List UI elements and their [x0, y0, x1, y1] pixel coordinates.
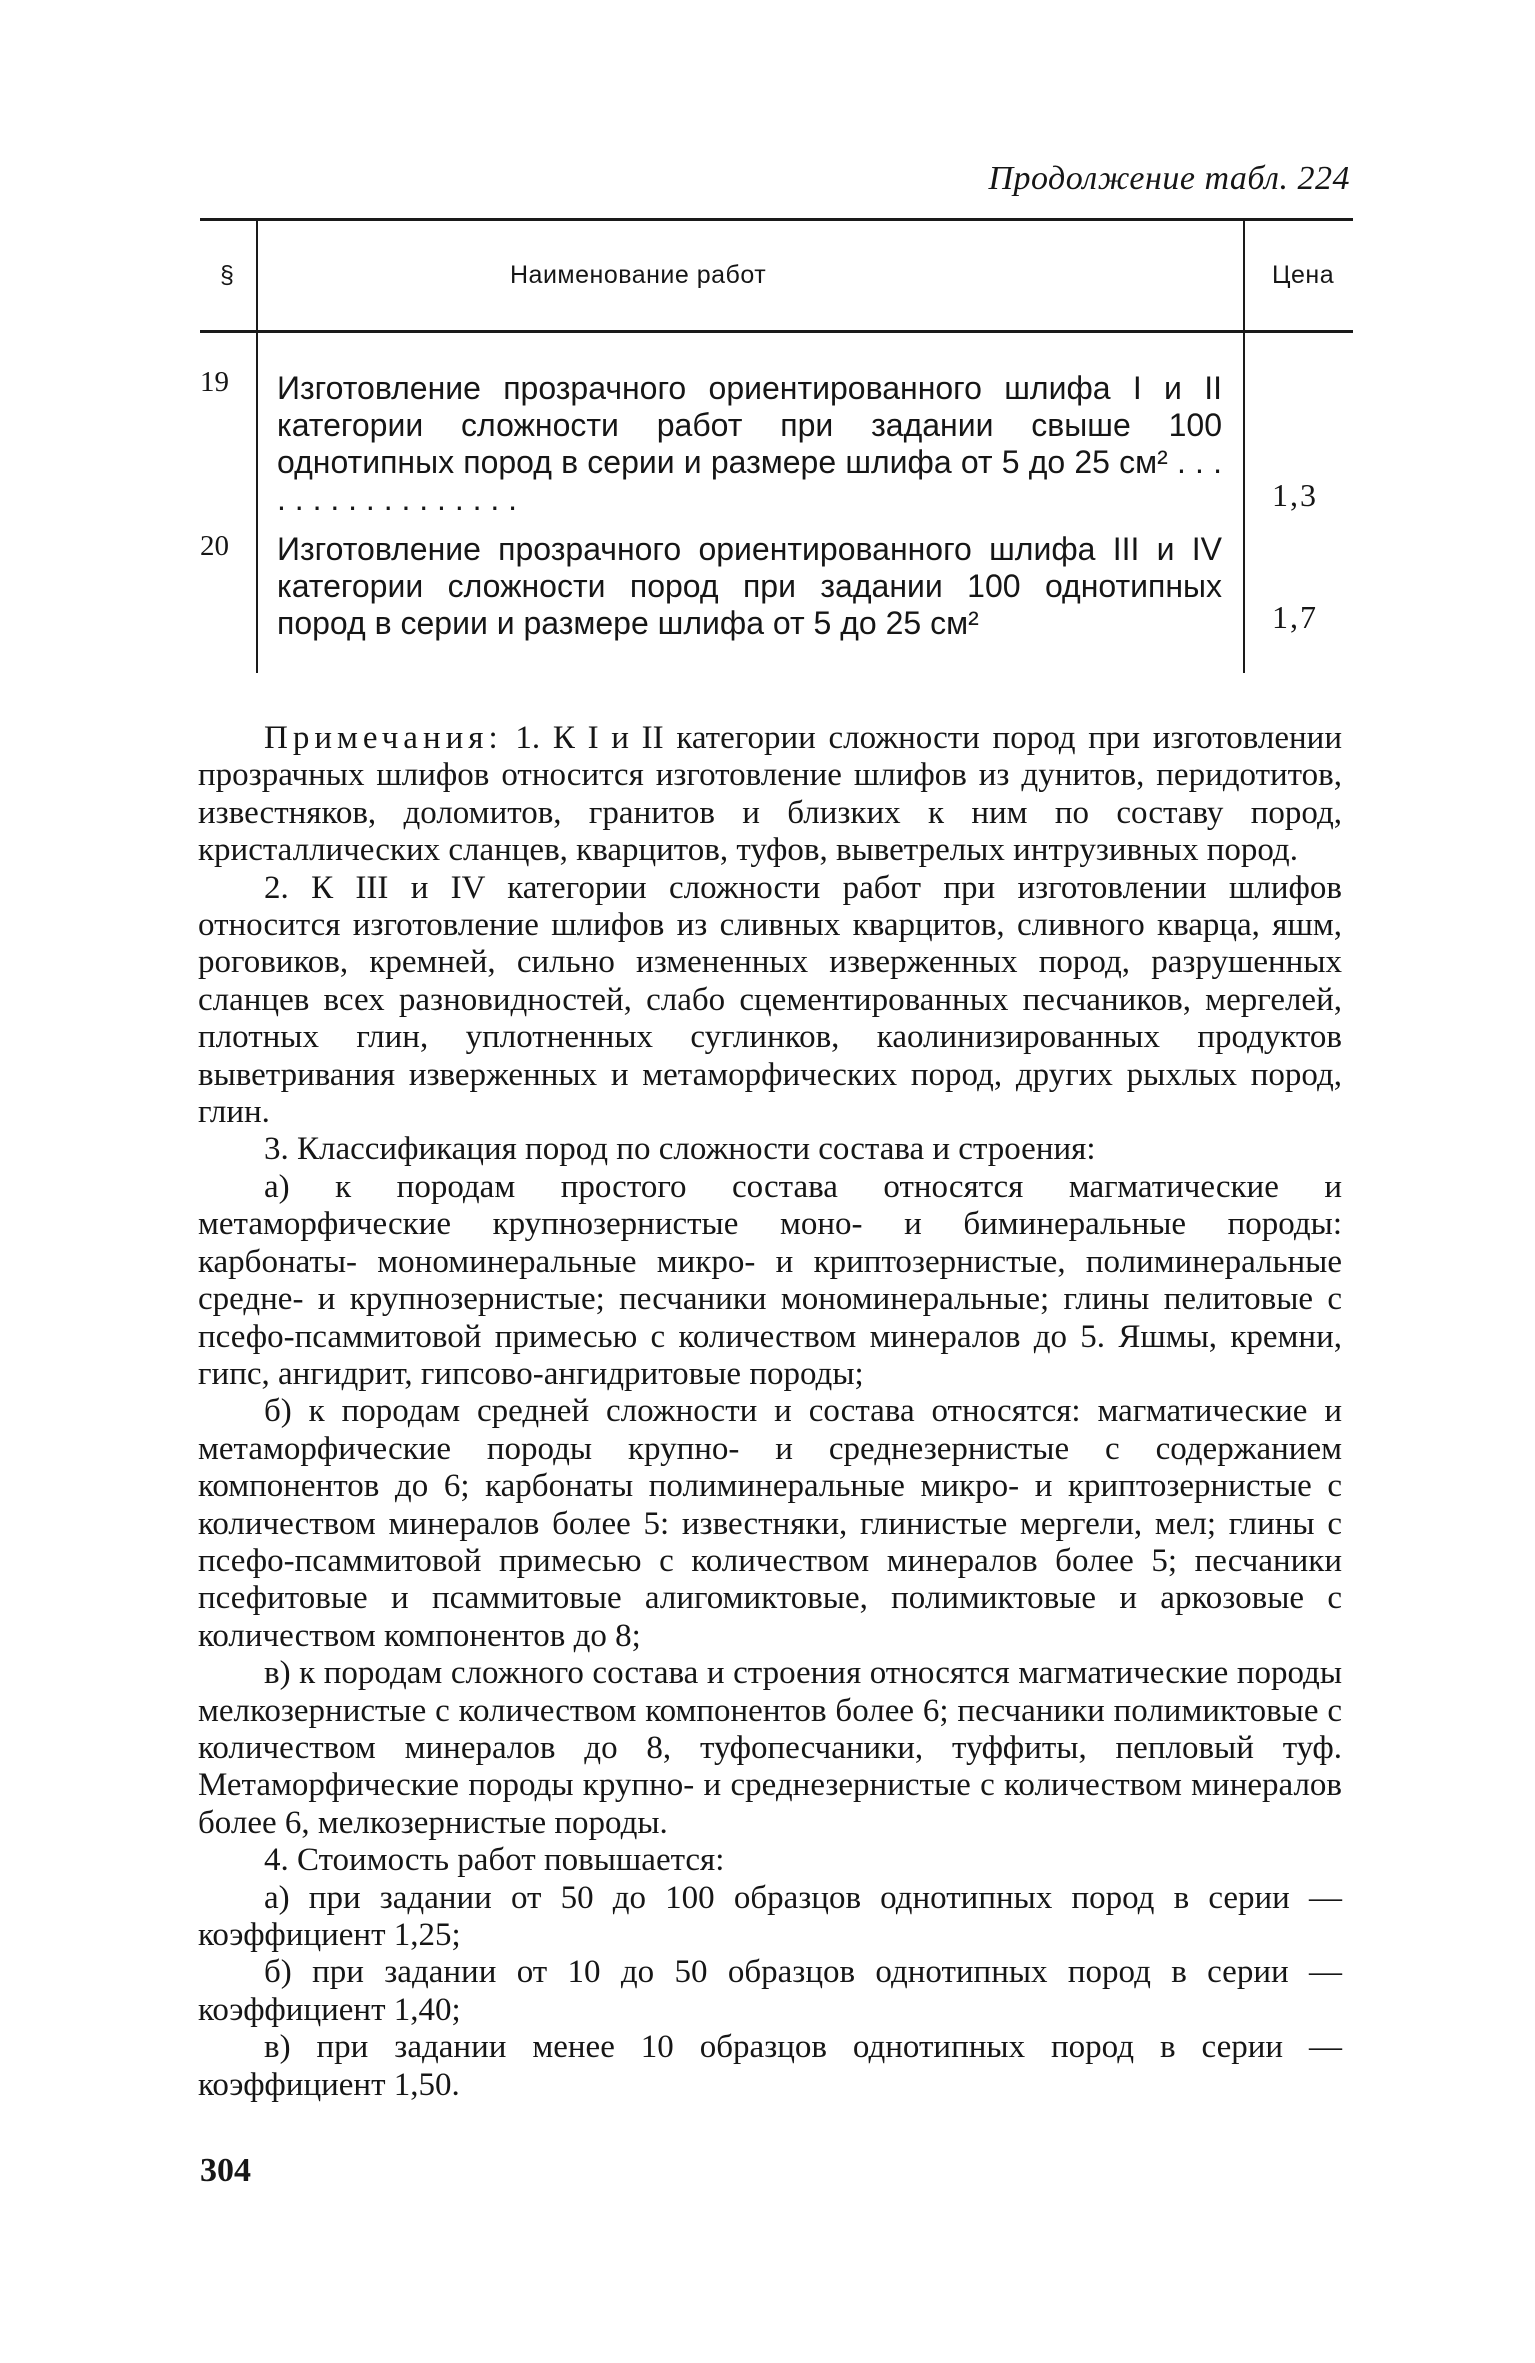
- note-paragraph: а) к породам простого состава относятся магматические и метаморфические крупнозернистые моно- и биминеральные породы: карбонаты- мономинеральные микро- и криптозернистые, полиминеральные средне- и крупнозернистые; песчаники мономинеральные; глины пелитовые с псефо-псаммитовой примесью с количеством минералов до 5. Яшмы, кремни, гипс, ангидрит, гипсово-ангидритовые породы;: [198, 1168, 1342, 1392]
- note-text: 1. К I и II категории сложности пород при изготовлении прозрачных шлифов относится изготовление шлифов из дунитов, перидотитов, известняков, доломитов, гранитов и близких к ним по составу пород, кристаллических сланцев, кварцитов, туфов, выветрелых интрузивных пород.: [198, 720, 1342, 869]
- row-description: Изготовление прозрачного ориентированного шлифа III и IV категории сложности пород при задании 100 однотипных пород в серии и размере шлифа от 5 до 25 см²: [277, 531, 1222, 641]
- note-paragraph: а) при задании от 50 до 100 образцов однотипных пород в серии — коэффициент 1,25;: [198, 1879, 1342, 1953]
- note-paragraph: б) при задании от 10 до 50 образцов однотипных пород в серии — коэффициент 1,40;: [198, 1954, 1342, 2028]
- note-paragraph: б) к породам средней сложности и состава относятся: магматические и метаморфические породы крупно- и среднезернистые с содержанием компонентов до 6; карбонаты полиминеральные микро- и криптозернистые с количеством минералов более 5: известняки, глинистые мергели, мел; глины с псефо-псаммитовой примесью с количеством минералов более 5; песчаники псефитовые и псаммитовые алигомиктовые, полимиктовые и аркозовые с количеством компонентов до 8;: [198, 1393, 1342, 1654]
- notes-heading: Примечания:: [264, 720, 503, 756]
- row-number: 19: [200, 366, 229, 398]
- header-name: Наименование работ: [510, 261, 767, 289]
- row-price: 1,3: [1272, 477, 1318, 513]
- row-description: Изготовление прозрачного ориентированного шлифа I и II категории сложности работ при задании свыше 100 однотипных пород в серии и размере шлифа от 5 до 25 см² . . . . . . . . . . . . . . . . .: [277, 370, 1222, 517]
- header-section: §: [220, 261, 235, 289]
- notes-section: [198, 720, 1342, 2104]
- note-paragraph: в) при задании менее 10 образцов однотипных пород в серии — коэффициент 1,50.: [198, 2029, 1342, 2103]
- note-paragraph: 2. К III и IV категории сложности работ при изготовлении шлифов относится изготовление шлифов из сливных кварцитов, сливного кварца, яшм, роговиков, кремней, сильно измененных изверженных пород, разрушенных сланцев всех разновидностей, слабо сцементированных песчаников, мергелей, плотных глин, уплотненных суглинков, каолинизированных продуктов выветривания изверженных и метаморфических пород, других рыхлых пород, глин.: [198, 869, 1342, 1131]
- table-caption: Продолжение табл. 224: [988, 160, 1350, 197]
- header-price: Цена: [1272, 261, 1335, 289]
- note-paragraph: [198, 720, 1342, 870]
- note-paragraph: 3. Классификация пород по сложности состава и строения:: [264, 1131, 1096, 1168]
- table-column-divider: [1243, 218, 1245, 673]
- table-top-rule: [200, 218, 1353, 221]
- table-column-divider: [256, 218, 258, 673]
- row-price: 1,7: [1272, 599, 1318, 635]
- row-number: 20: [200, 530, 229, 562]
- table-header-rule: [200, 330, 1353, 333]
- note-paragraph: в) к породам сложного состава и строения относятся магматические породы мелкозернистые с количеством компонентов более 6; песчаники полимиктовые с количеством минералов до 8, туфопесчаники, туффиты, пепловый туф. Метаморфические породы крупно- и среднезернистые с количеством минералов более 6, мелкозернистые породы.: [198, 1655, 1342, 1841]
- page-number: 304: [200, 2152, 251, 2189]
- note-paragraph: 4. Стоимость работ повышается:: [264, 1842, 725, 1879]
